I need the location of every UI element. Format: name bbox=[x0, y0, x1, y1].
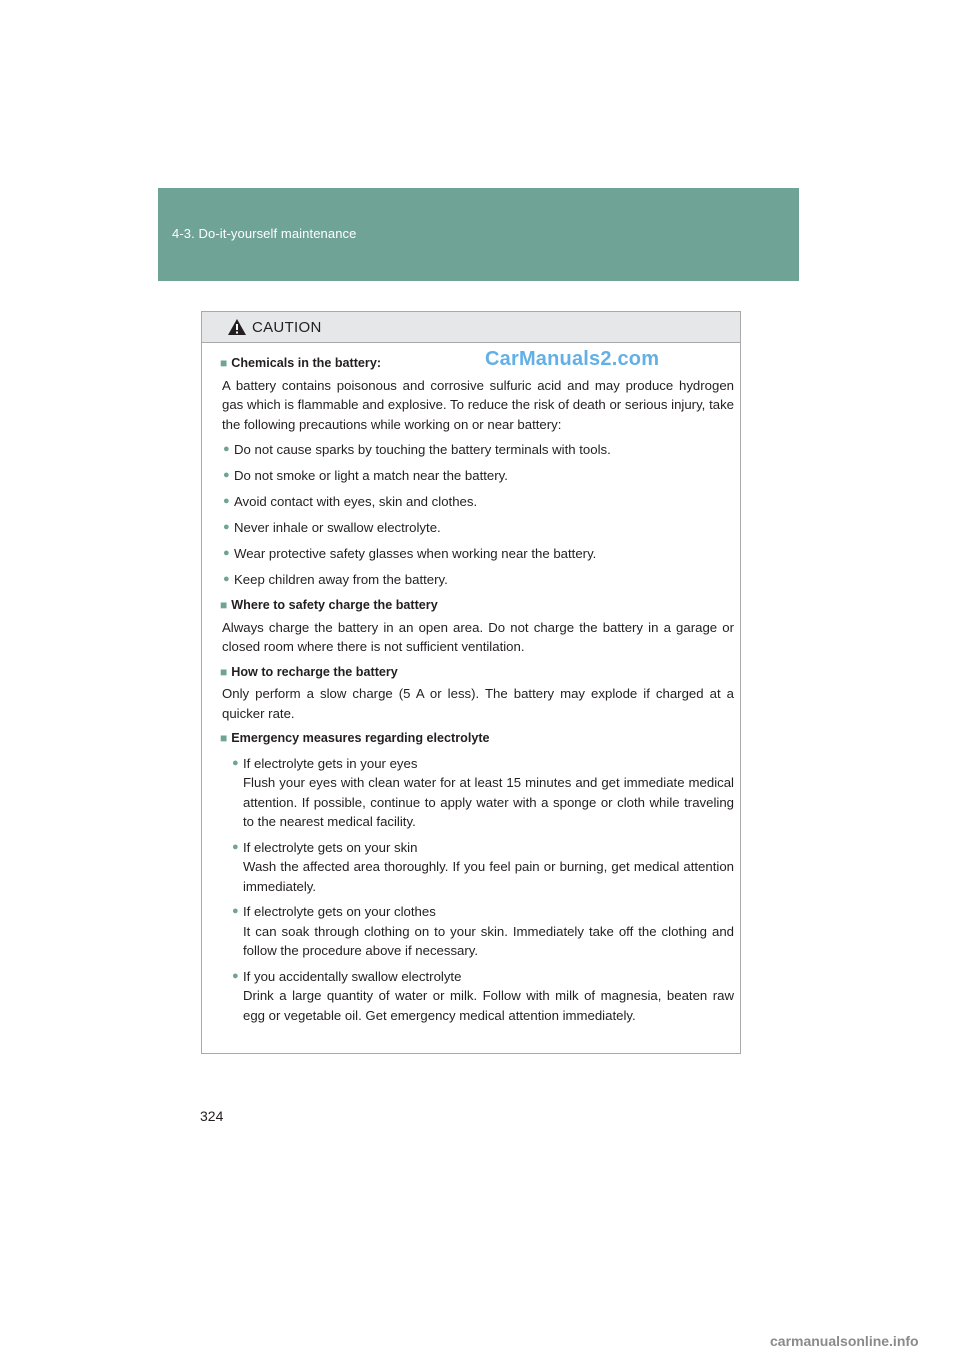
list-item: ● Never inhale or swallow electrolyte. bbox=[223, 518, 734, 538]
section-heading: ■ How to recharge the battery bbox=[220, 664, 398, 679]
list-item: ● Keep children away from the battery. bbox=[223, 570, 734, 590]
dot-bullet-icon: ● bbox=[232, 756, 239, 769]
section-text: A battery contains poisonous and corrosive sulfuric acid and may produce hydrogen gas which is flammable and explosive. To reduce the risk of death or serious injury, take the following precautions while working on or near battery: bbox=[222, 377, 734, 432]
dot-bullet-icon: ● bbox=[232, 969, 239, 982]
list-item: ● If electrolyte gets on your clothes It can soak through clothing on to your skin. Immediately take off the clothing and follow the procedure above if necessary. bbox=[232, 902, 734, 961]
dot-bullet-icon: ● bbox=[223, 521, 230, 533]
section-title: 4-3. Do-it-yourself maintenance bbox=[172, 226, 357, 241]
watermark-logo: CarManuals2.com bbox=[485, 348, 660, 370]
section-text: Always charge the battery in an open area. Do not charge the battery in a garage or closed room where there is not sufficient ventilation. bbox=[222, 619, 734, 654]
list-item: ● Do not smoke or light a match near the battery. bbox=[223, 466, 734, 486]
square-bullet-icon: ■ bbox=[220, 356, 228, 370]
caution-body bbox=[202, 343, 740, 1025]
warning-triangle-icon bbox=[227, 318, 247, 336]
section-heading: ■ Emergency measures regarding electrolyte bbox=[220, 731, 490, 745]
square-bullet-icon: ■ bbox=[220, 664, 228, 679]
list-item: ● If electrolyte gets in your eyes Flush your eyes with clean water for at least 15 minutes and get immediate medical attention. If possible, continue to apply water with a sponge or cloth while traveling to the nearest medical facility. bbox=[232, 754, 734, 832]
list-item: ● If electrolyte gets on your skin Wash the affected area thoroughly. If you feel pain or burning, get medical attention immediately. bbox=[232, 838, 734, 897]
list-item: ● Do not cause sparks by touching the battery terminals with tools. bbox=[223, 440, 734, 460]
list-item: ● If you accidentally swallow electrolyte Drink a large quantity of water or milk. Follow with milk of magnesia, beaten raw egg or vegetable oil. Get emergency medical attention immediately. bbox=[232, 967, 734, 1026]
dot-bullet-icon: ● bbox=[223, 443, 230, 455]
dot-bullet-icon: ● bbox=[232, 840, 239, 853]
dot-bullet-icon: ● bbox=[223, 469, 230, 481]
dot-bullet-icon: ● bbox=[223, 573, 230, 585]
caution-box bbox=[201, 311, 741, 1054]
list-item: ● Wear protective safety glasses when working near the battery. bbox=[223, 544, 734, 564]
dot-bullet-icon: ● bbox=[223, 547, 230, 559]
square-bullet-icon: ■ bbox=[220, 731, 228, 745]
caution-label: CAUTION bbox=[252, 318, 322, 336]
precautions-list bbox=[223, 440, 734, 590]
section-heading: ■ Where to safety charge the battery bbox=[220, 598, 438, 612]
page-number: 324 bbox=[200, 1108, 224, 1124]
section-heading: ■ Chemicals in the battery: bbox=[220, 356, 382, 370]
section-text: Only perform a slow charge (5 A or less). The battery may explode if charged at a quicker rate. bbox=[222, 686, 734, 721]
dot-bullet-icon: ● bbox=[223, 495, 230, 507]
list-item: ● Avoid contact with eyes, skin and clothes. bbox=[223, 492, 734, 512]
caution-header bbox=[202, 312, 740, 343]
footer-watermark: carmanualsonline.info bbox=[770, 1333, 919, 1349]
dot-bullet-icon: ● bbox=[232, 905, 239, 917]
square-bullet-icon: ■ bbox=[220, 598, 228, 612]
